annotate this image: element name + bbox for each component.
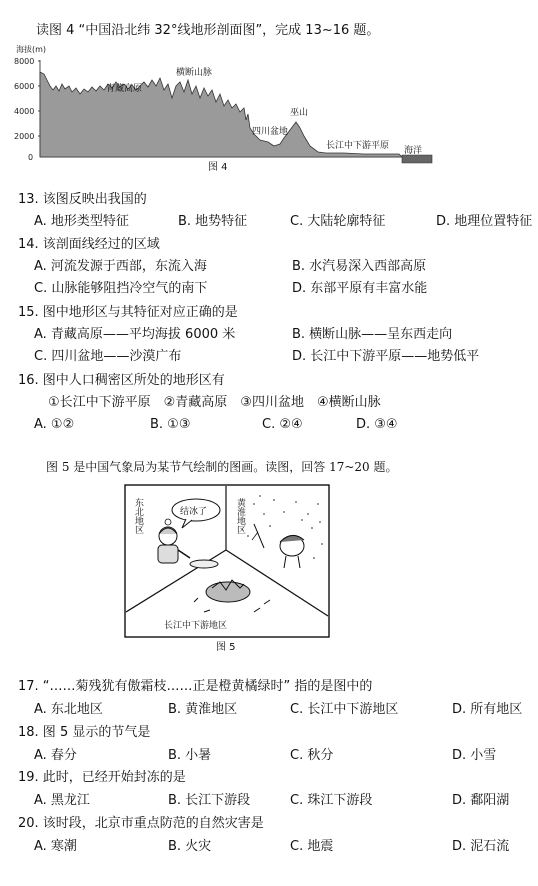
y-tick-2000: 2000 <box>14 132 35 141</box>
q18-option-a: A. 春分 <box>34 748 77 763</box>
label-huanghuai: 黄淮地区 <box>235 498 245 534</box>
q20-stem: 20. 该时段，北京市重点防范的自然灾害是 <box>18 816 264 831</box>
q16-option-a: A. ①② <box>34 417 75 432</box>
label-changjiang: 长江中下游平原 <box>326 141 390 151</box>
figure-4-caption: 图 4 <box>208 162 228 173</box>
figure-5-caption: 图 5 <box>216 642 236 653</box>
q17-option-c: C. 长江中下游地区 <box>290 702 399 717</box>
q13-option-b: B. 地势特征 <box>178 214 248 229</box>
label-haiyang: 海洋 <box>404 146 423 156</box>
q14-option-b: B. 水汽易深入西部高原 <box>292 259 427 274</box>
q16-option-d: D. ③④ <box>356 417 398 432</box>
label-northeast: 东北地区 <box>133 498 143 534</box>
q20-option-d: D. 泥石流 <box>452 839 510 854</box>
q13-option-a: A. 地形类型特征 <box>34 214 129 229</box>
q19-option-d: D. 鄱阳湖 <box>452 793 510 808</box>
q14-option-c: C. 山脉能够阻挡冷空气的南下 <box>34 281 208 296</box>
q20-option-b: B. 火灾 <box>168 839 212 854</box>
speech-bubble-text: 结冰了 <box>180 507 208 517</box>
q19-option-c: C. 珠江下游段 <box>290 793 373 808</box>
q15-option-b: B. 横断山脉——呈东西走向 <box>292 327 453 342</box>
label-changjiang-region: 长江中下游地区 <box>164 621 228 631</box>
q13-stem: 13. 该图反映出我国的 <box>18 192 147 207</box>
q17-option-b: B. 黄淮地区 <box>168 702 238 717</box>
y-tick-6000: 6000 <box>14 82 35 91</box>
q17-option-a: A. 东北地区 <box>34 702 103 717</box>
q16-option-b: B. ①③ <box>150 417 191 432</box>
q17-stem: 17. “……菊残犹有傲霜枝……正是橙黄橘绿时” 指的是图中的 <box>18 679 373 694</box>
q20-option-c: C. 地震 <box>290 839 334 854</box>
q18-stem: 18. 图 5 显示的节气是 <box>18 725 151 740</box>
q18-option-b: B. 小暑 <box>168 748 212 763</box>
q20-option-a: A. 寒潮 <box>34 839 77 854</box>
y-tick-4000: 4000 <box>14 107 35 116</box>
q16-option-c: C. ②④ <box>262 417 303 432</box>
q15-option-d: D. 长江中下游平原——地势低平 <box>292 349 480 364</box>
q14-stem: 14. 该剖面线经过的区域 <box>18 237 160 252</box>
y-axis-label: 海拔(m) <box>16 45 47 54</box>
q15-option-c: C. 四川盆地——沙漠广布 <box>34 349 182 364</box>
q15-option-a: A. 青藏高原——平均海拔 6000 米 <box>34 327 236 342</box>
q13-option-d: D. 地理位置特征 <box>436 214 533 229</box>
figure-5-cartoon <box>124 484 330 638</box>
sea-area <box>402 155 432 163</box>
label-hengduan: 横断山脉 <box>176 68 213 78</box>
q14-option-a: A. 河流发源于西部，东流入海 <box>34 259 207 274</box>
label-qingzang: 青藏高原 <box>106 84 143 94</box>
intro-line-2: 图 5 是中国气象局为某节气绘制的图画。读图，回答 17~20 题。 <box>46 460 398 474</box>
q18-option-d: D. 小雪 <box>452 748 497 763</box>
label-sichuan: 四川盆地 <box>252 127 289 137</box>
label-wushan: 巫山 <box>290 108 309 118</box>
q16-items: ①长江中下游平原 ②青藏高原 ③四川盆地 ④横断山脉 <box>48 395 381 410</box>
y-tick-0: 0 <box>28 153 34 162</box>
q19-stem: 19. 此时，已经开始封冻的是 <box>18 770 186 785</box>
q15-stem: 15. 图中地形区与其特征对应正确的是 <box>18 305 238 320</box>
q19-option-a: A. 黑龙江 <box>34 793 90 808</box>
y-tick-8000: 8000 <box>14 57 35 66</box>
q16-stem: 16. 图中人口稠密区所处的地形区有 <box>18 373 225 388</box>
q18-option-c: C. 秋分 <box>290 748 334 763</box>
figure-4-terrain-profile <box>14 42 434 177</box>
q19-option-b: B. 长江下游段 <box>168 793 251 808</box>
q13-option-c: C. 大陆轮廓特征 <box>290 214 386 229</box>
q17-option-d: D. 所有地区 <box>452 702 523 717</box>
intro-line-1: 读图 4 “中国沿北纬 32°线地形剖面图”，完成 13~16 题。 <box>36 23 380 38</box>
q14-option-d: D. 东部平原有丰富水能 <box>292 281 428 296</box>
